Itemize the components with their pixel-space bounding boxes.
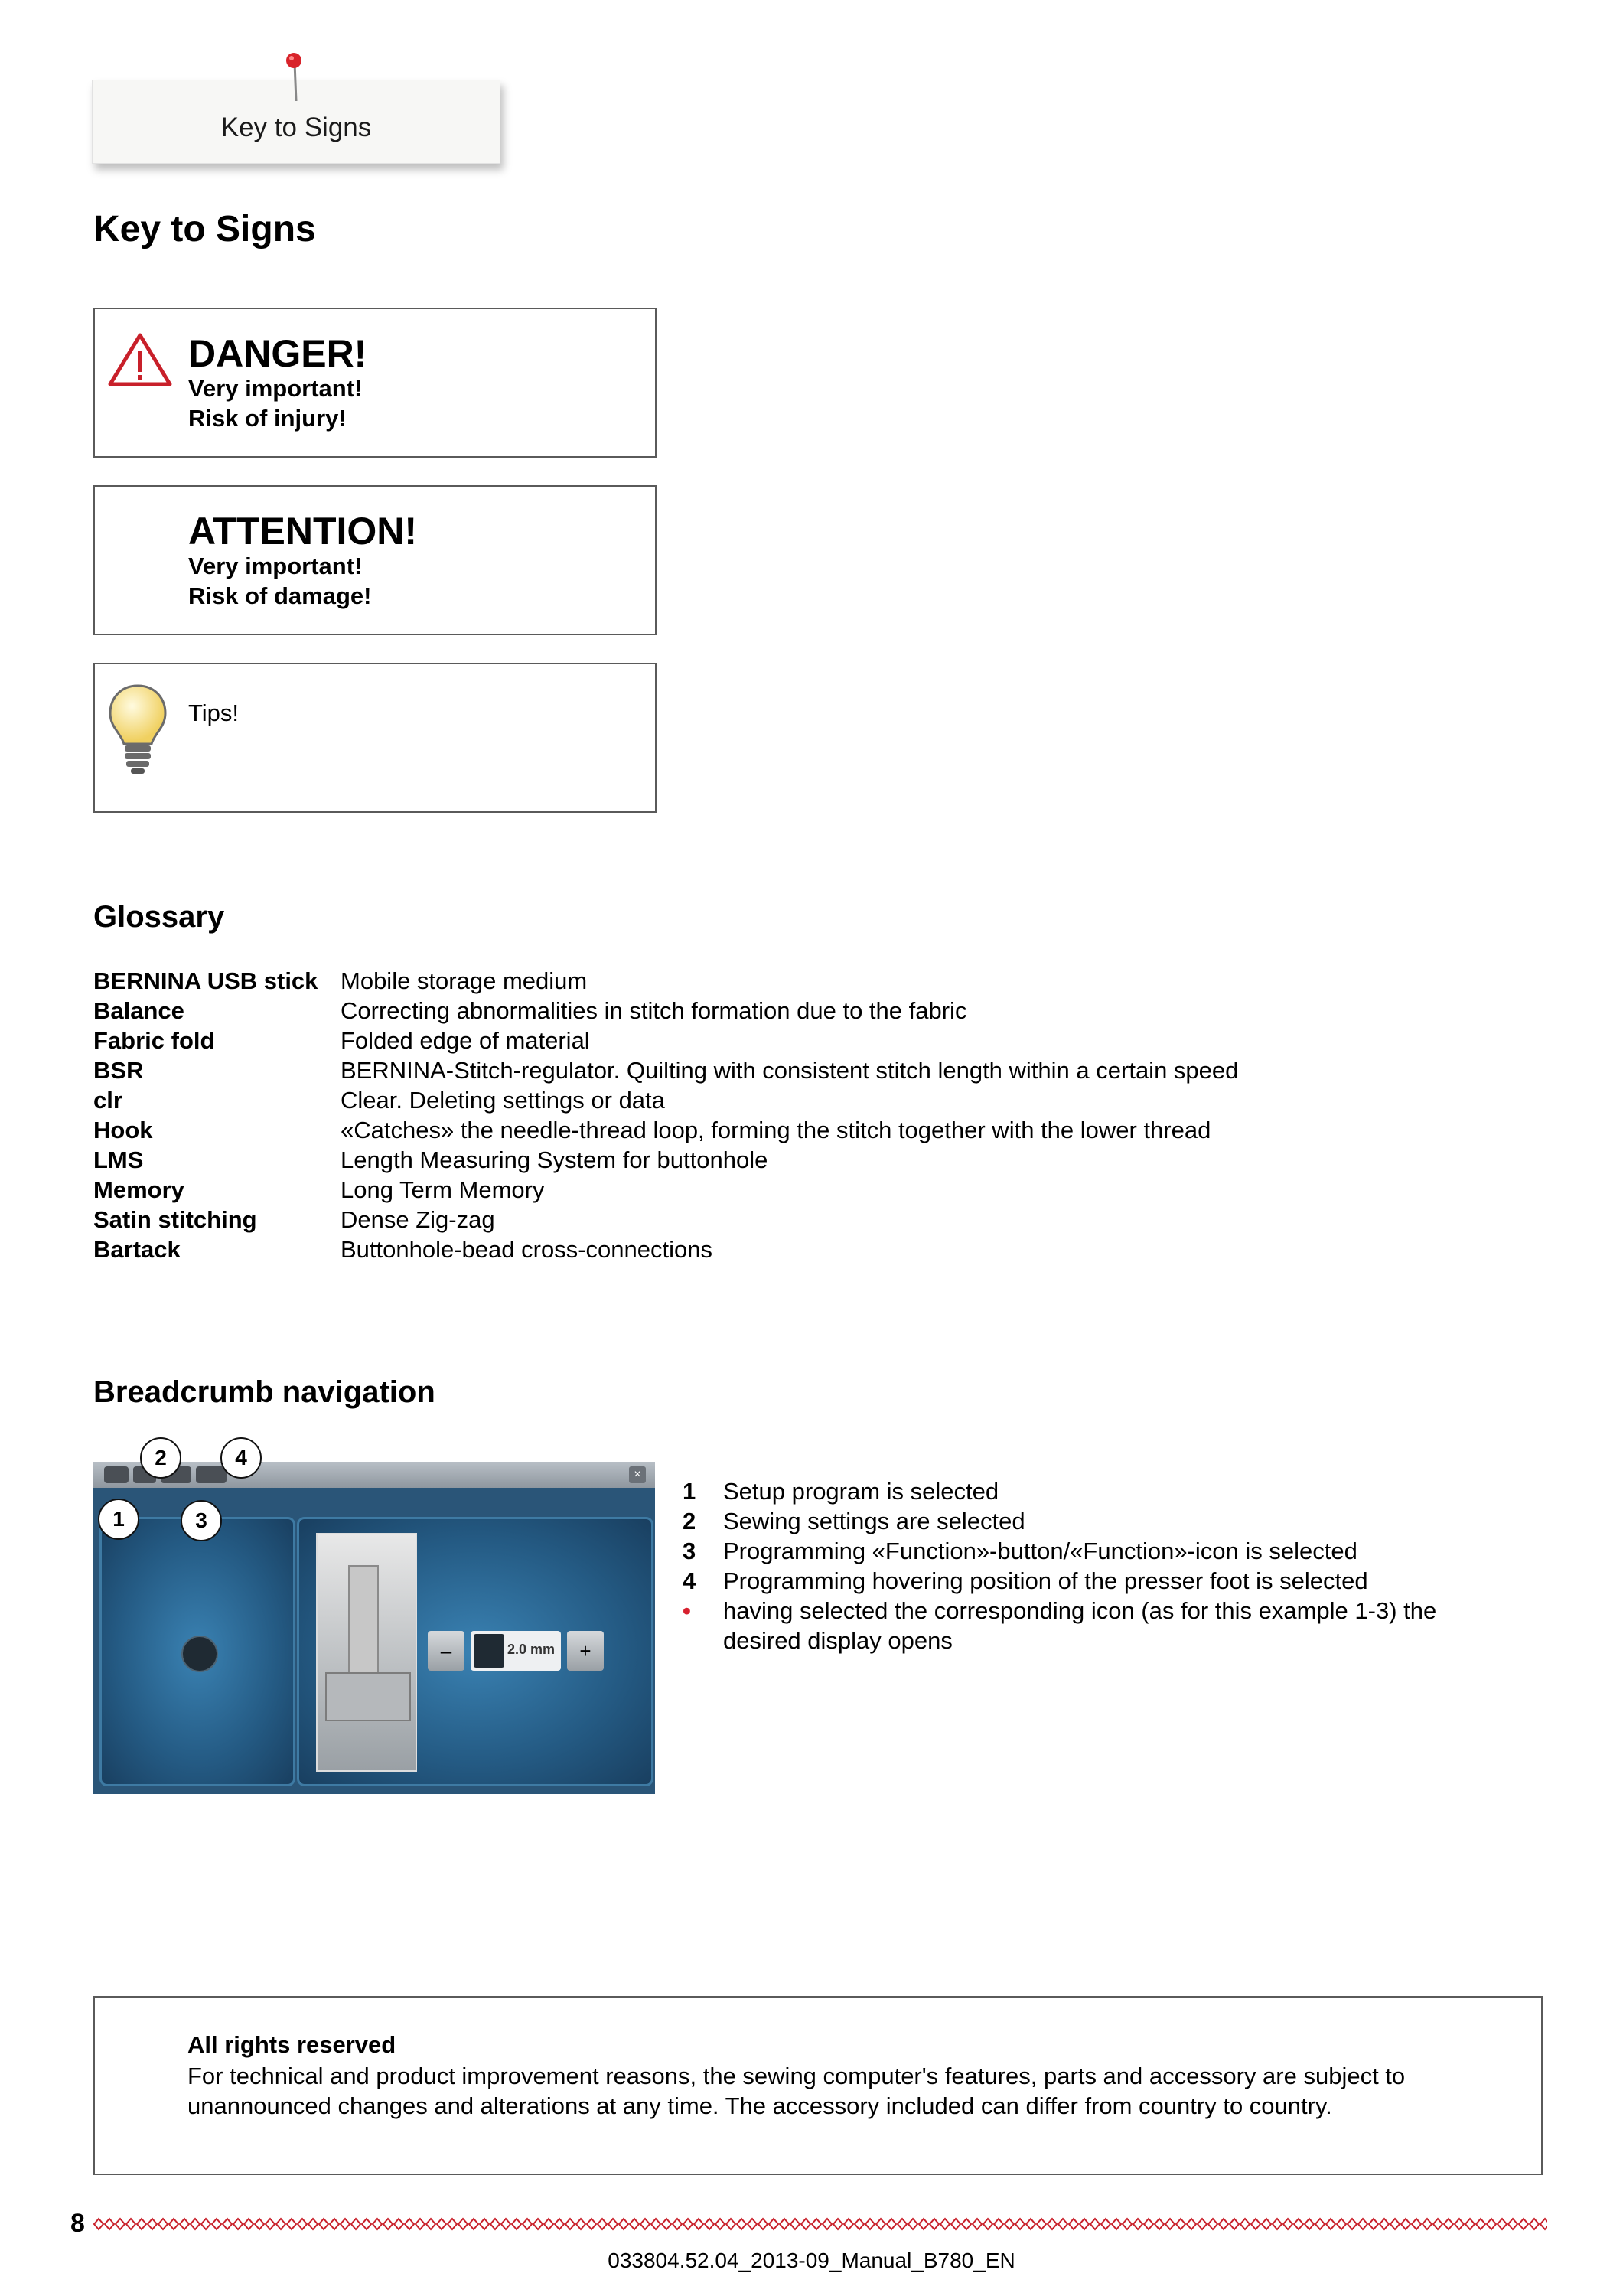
document-id: 033804.52.04_2013-09_Manual_B780_EN	[608, 2249, 1015, 2272]
lightbulb-icon	[106, 683, 170, 778]
glossary-term: Memory	[93, 1176, 184, 1203]
glossary-definition: Mobile storage medium	[341, 967, 588, 994]
list-item: Programming hovering position of the presser foot is selected	[723, 1567, 1368, 1594]
glossary-definition: Buttonhole-bead cross-connections	[341, 1236, 712, 1263]
list-number: 1	[683, 1478, 696, 1505]
glossary-term: Bartack	[93, 1236, 181, 1263]
glossary-term: Balance	[93, 997, 184, 1024]
rights-title: All rights reserved	[187, 2031, 396, 2058]
screen-left-panel	[99, 1517, 295, 1786]
close-icon[interactable]: ×	[629, 1466, 646, 1483]
breadcrumb-presser-foot-icon[interactable]	[196, 1466, 227, 1483]
presser-foot-photo	[316, 1533, 417, 1772]
breadcrumb-heading: Breadcrumb navigation	[93, 1375, 435, 1409]
glossary-term: Fabric fold	[93, 1027, 215, 1054]
tips-label: Tips!	[188, 700, 240, 726]
attention-line-1: Very important!	[188, 553, 363, 579]
decorative-border	[93, 2216, 1547, 2232]
attention-box	[93, 485, 657, 635]
glossary-definition: Long Term Memory	[341, 1176, 545, 1203]
section-tab-label: Key to Signs	[220, 113, 372, 142]
danger-line-2: Risk of injury!	[188, 405, 347, 432]
glossary-definition: Length Measuring System for buttonhole	[341, 1146, 768, 1173]
callout-4: 4	[220, 1437, 262, 1479]
list-number: 2	[683, 1508, 696, 1534]
page-title: Key to Signs	[93, 209, 316, 249]
glossary-term: Hook	[93, 1117, 153, 1143]
value-display	[471, 1631, 561, 1671]
machine-screen	[93, 1462, 655, 1794]
list-item: Programming «Function»-button/«Function»-icon is selected	[723, 1538, 1357, 1564]
rights-text: For technical and product improvement reasons, the sewing computer's features, parts and accessory are subject to unannounced changes and alterations at any time. The accessory included can differ from country to country.	[187, 2063, 1406, 2119]
list-item: Sewing settings are selected	[723, 1508, 1025, 1534]
list-number: 4	[683, 1567, 696, 1594]
glossary-term: Satin stitching	[93, 1206, 257, 1233]
glossary-term: BERNINA USB stick	[93, 967, 318, 994]
hover-height-icon	[474, 1634, 504, 1668]
glossary-term: clr	[93, 1087, 122, 1114]
list-item: Setup program is selected	[723, 1478, 999, 1505]
glossary-term: BSR	[93, 1057, 144, 1084]
glossary-definition: Correcting abnormalities in stitch formation due to the fabric	[341, 997, 967, 1024]
glossary-definition: BERNINA-Stitch-regulator. Quilting with consistent stitch length within a certain speed	[341, 1057, 1239, 1084]
tips-box	[93, 663, 657, 813]
glossary-definition: Folded edge of material	[341, 1027, 590, 1054]
plus-button[interactable]: +	[567, 1631, 604, 1671]
glossary-definition: Clear. Deleting settings or data	[341, 1087, 665, 1114]
value-text: 2.0 mm	[507, 1642, 556, 1657]
glossary-heading: Glossary	[93, 900, 225, 934]
glossary-definition: «Catches» the needle-thread loop, forming the stitch together with the lower thread	[341, 1117, 1211, 1143]
glossary-term: LMS	[93, 1146, 144, 1173]
danger-title: DANGER!	[188, 332, 367, 375]
attention-line-2: Risk of damage!	[188, 582, 372, 609]
glossary-definition: Dense Zig-zag	[341, 1206, 495, 1233]
callout-2: 2	[140, 1437, 181, 1479]
bullet-icon: •	[683, 1597, 691, 1624]
page-number: 8	[70, 2209, 85, 2238]
screen-right-panel	[297, 1517, 653, 1786]
attention-title: ATTENTION!	[188, 510, 418, 553]
list-number: 3	[683, 1538, 696, 1564]
presser-foot-icon[interactable]	[181, 1636, 218, 1672]
danger-box	[93, 308, 657, 458]
list-item: having selected the corresponding icon (as for this example 1-3) the desired display opens	[723, 1597, 1437, 1654]
breadcrumb-setup-icon[interactable]	[104, 1466, 129, 1483]
danger-line-1: Very important!	[188, 375, 363, 402]
callout-3: 3	[181, 1500, 222, 1541]
pushpin-icon	[283, 51, 306, 104]
minus-button[interactable]: –	[428, 1631, 464, 1671]
callout-1: 1	[98, 1499, 139, 1540]
warning-triangle-icon	[107, 332, 173, 387]
